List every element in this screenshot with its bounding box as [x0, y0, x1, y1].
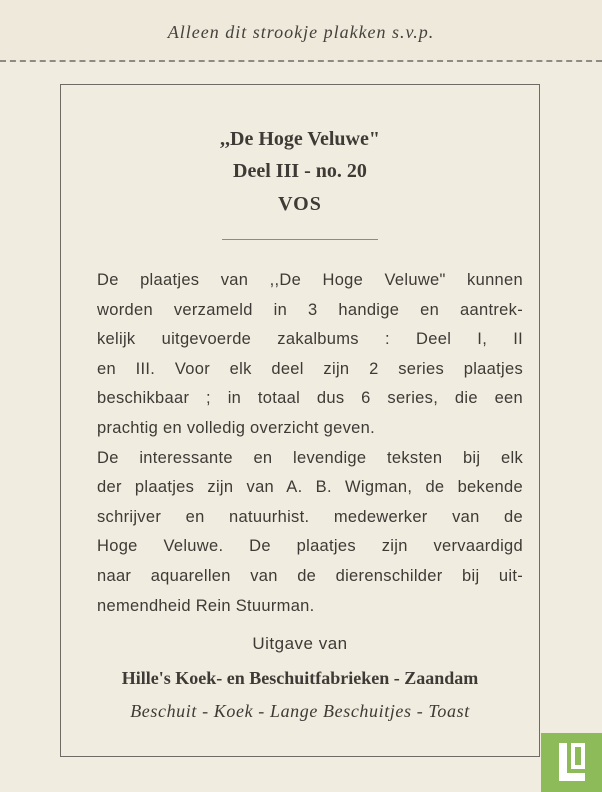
- card-subject: VOS: [278, 193, 322, 215]
- text-line: en III. Voor elk deel zijn 2 series plaatjes: [97, 359, 523, 378]
- description-text: [97, 266, 523, 621]
- text-line: schrijver en natuurhist. medewerker van de: [97, 507, 523, 526]
- text-line: beschikbaar ; in totaal dus 6 series, die een: [97, 389, 523, 408]
- text-line: nemendheid Rein Stuurman.: [97, 596, 315, 615]
- text-line: worden verzameld in 3 handige en aantrek-: [97, 300, 523, 319]
- product-list: Beschuit - Koek - Lange Beschuitjes - Toast: [130, 701, 470, 721]
- text-line: der plaatjes zijn van A. B. Wigman, de bekende: [97, 478, 523, 497]
- text-line: kelijk uitgevoerde zakalbums : Deel I, II: [97, 330, 523, 349]
- text-line: prachtig en volledig overzicht geven.: [97, 418, 376, 437]
- text-line: naar aquarellen van de dierenschilder bij uit-: [97, 566, 523, 585]
- strip-instruction: Alleen dit strookje plakken s.v.p.: [167, 22, 435, 42]
- text-line: De interessante en levendige teksten bij elk: [97, 448, 523, 467]
- publisher-label: Uitgave van: [252, 634, 348, 653]
- text-line: Hoge Veluwe. De plaatjes zijn vervaardigd: [97, 537, 523, 556]
- logo-glyph-icon: [541, 733, 602, 792]
- text-line: De plaatjes van ,,De Hoge Veluwe" kunnen: [97, 271, 523, 289]
- series-title: ,,De Hoge Veluwe": [220, 128, 380, 150]
- cut-line: [0, 60, 602, 62]
- divider: [222, 239, 378, 240]
- publisher-name: Hille's Koek- en Beschuitfabrieken - Zaandam: [121, 668, 479, 688]
- lastdodo-logo-icon[interactable]: [541, 733, 602, 792]
- part-number: Deel III - no. 20: [233, 160, 367, 182]
